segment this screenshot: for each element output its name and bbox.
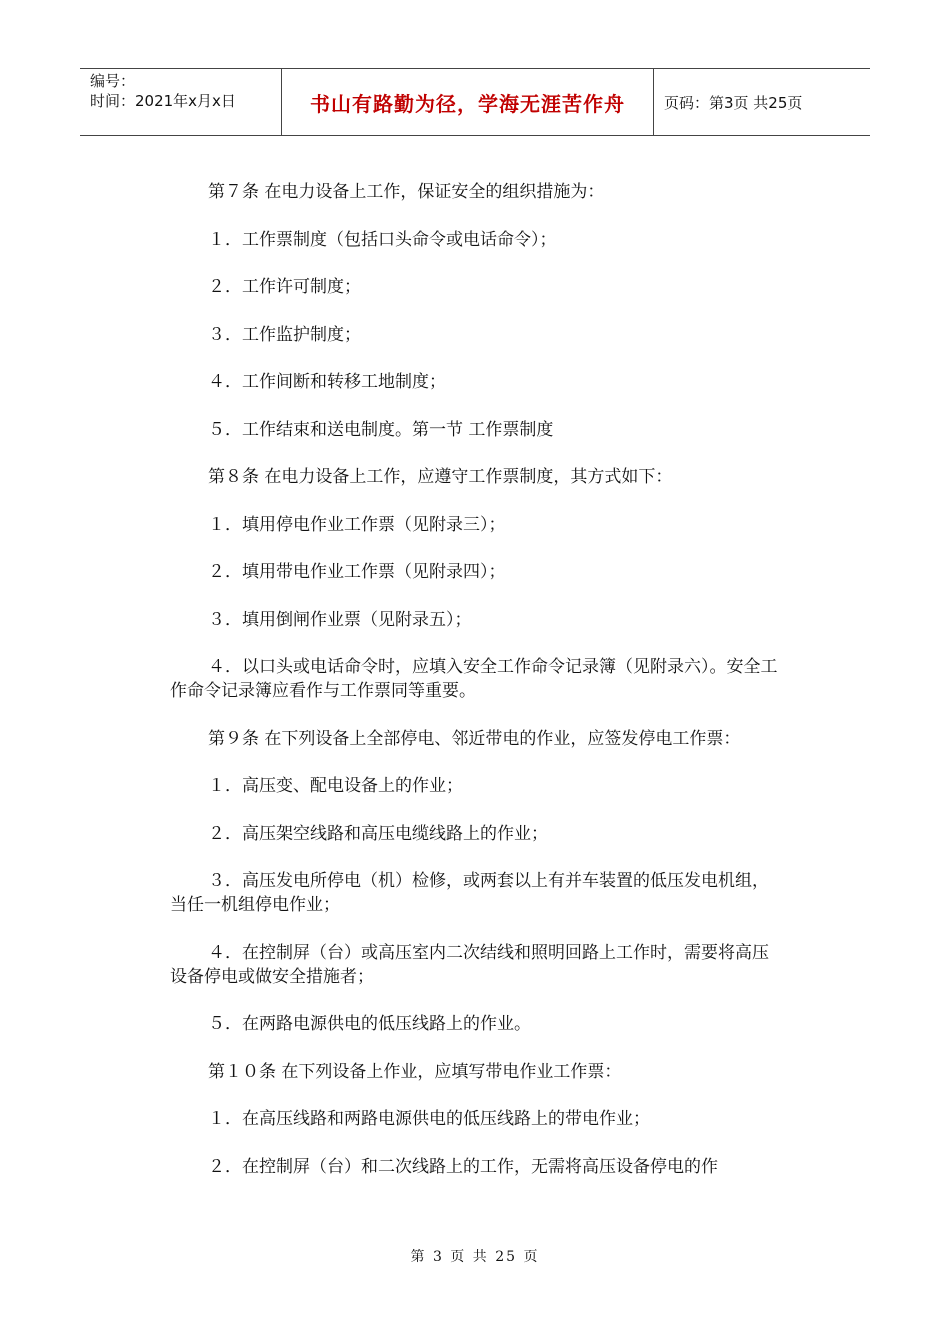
paragraph: １．高压变、配电设备上的作业； <box>208 776 463 796</box>
document-body <box>170 180 785 1202</box>
paragraph: １．填用停电作业工作票（见附录三）； <box>208 514 506 535</box>
paragraph: 第８条 在电力设备上工作，应遵守工作票制度，其方式如下： <box>208 467 673 487</box>
paragraph: ４．以口头或电话命令时，应填入安全工作命令记录簿（见附录六）。安全工作命令记录簿应看作与工作票同等重要。 <box>170 657 778 701</box>
paragraph: 第７条 在电力设备上工作，保证安全的组织措施为： <box>208 182 605 202</box>
paragraph: ２．高压架空线路和高压电缆线路上的作业； <box>208 823 548 844</box>
paragraph: １．工作票制度（包括口头命令或电话命令）； <box>208 229 557 250</box>
paragraph: ２．工作许可制度； <box>208 277 361 297</box>
paragraph: １．在高压线路和两路电源供电的低压线路上的带电作业； <box>208 1109 650 1129</box>
document-code-label: 编号： <box>90 72 136 90</box>
paragraph: 第９条 在下列设备上全部停电、邻近带电的作业，应签发停电工作票： <box>208 728 741 749</box>
paragraph: ５．在两路电源供电的低压线路上的作业。 <box>208 1014 531 1034</box>
paragraph: ３．填用倒闸作业票（见附录五）； <box>208 609 472 630</box>
paragraph: 第１０条 在下列设备上作业，应填写带电作业工作票： <box>208 1061 622 1082</box>
page-footer: 第 3 页 共 25 页 <box>410 1249 540 1265</box>
paragraph: ３．高压发电所停电（机）检修，或两套以上有并车装置的低压发电机组，当任一机组停电作业； <box>170 871 769 915</box>
paragraph: ５．工作结束和送电制度。第一节 工作票制度 <box>208 419 554 440</box>
paragraph: ２．填用带电作业工作票（见附录四）； <box>208 562 506 582</box>
header-meta <box>80 69 282 135</box>
page-header <box>80 68 870 136</box>
paragraph: ３．工作监护制度； <box>208 324 361 345</box>
paragraph: ２．在控制屏（台）和二次线路上的工作，无需将高压设备停电的作 <box>208 1156 718 1177</box>
paragraph: ４．在控制屏（台）或高压室内二次结线和照明回路上工作时，需要将高压设备停电或做安全措施者； <box>170 942 769 987</box>
header-motto: 书山有路勤为径，学海无涯苦作舟 <box>282 69 654 135</box>
header-page-info: 页码：第3页 共25页 <box>664 93 803 112</box>
document-date: 时间：2021年x月x日 <box>90 92 236 110</box>
paragraph: ４．工作间断和转移工地制度； <box>208 372 446 392</box>
